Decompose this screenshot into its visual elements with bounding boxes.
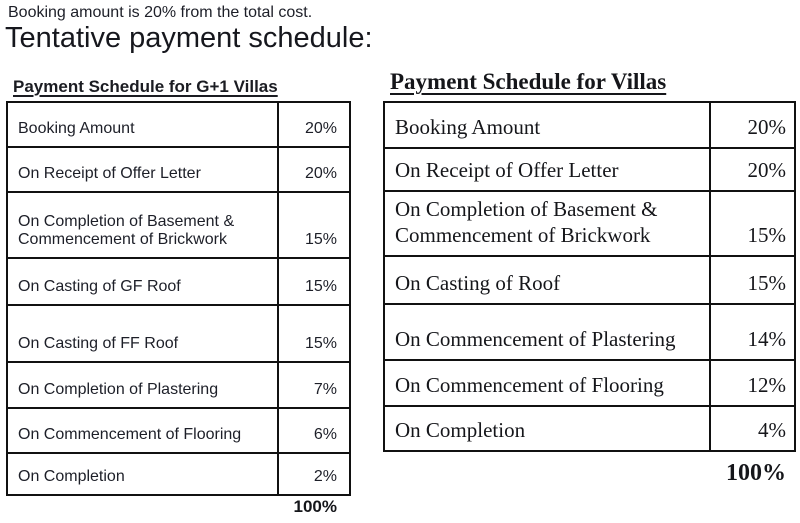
milestone-label: On Receipt of Offer Letter: [384, 148, 710, 191]
page-title: Tentative payment schedule:: [5, 22, 373, 54]
percent-value: 15%: [278, 258, 350, 305]
milestone-label: On Completion: [7, 453, 278, 495]
milestone-label: On Casting of GF Roof: [7, 258, 278, 305]
percent-value: 20%: [710, 102, 795, 148]
milestone-label: On Casting of FF Roof: [7, 305, 278, 362]
left-table-title: Payment Schedule for G+1 Villas: [13, 77, 278, 96]
table-row: [7, 102, 350, 147]
milestone-label: On Completion of Basement & Commencement of Brickwork: [7, 192, 278, 258]
milestone-label: Booking Amount: [384, 102, 710, 148]
table-row: [384, 304, 795, 360]
percent-value: 20%: [710, 148, 795, 191]
percent-value: 2%: [278, 453, 350, 495]
left-table-total: 100%: [293, 497, 337, 516]
percent-value: 4%: [710, 406, 795, 451]
percent-value: 12%: [710, 360, 795, 406]
percent-value: 7%: [278, 362, 350, 408]
table-row: [7, 305, 350, 362]
table-row: [7, 453, 350, 495]
percent-value: 20%: [278, 102, 350, 147]
percent-value: 20%: [278, 147, 350, 192]
payment-table-g1-villas: [6, 101, 351, 496]
right-table-title: Payment Schedule for Villas: [390, 69, 667, 94]
table-row: [7, 408, 350, 453]
table-row: [7, 258, 350, 305]
table-row: [384, 406, 795, 451]
percent-value: 15%: [278, 305, 350, 362]
percent-value: 15%: [710, 256, 795, 304]
percent-value: 6%: [278, 408, 350, 453]
percent-value: 15%: [710, 191, 795, 256]
milestone-label: On Commencement of Flooring: [7, 408, 278, 453]
table-row: [384, 102, 795, 148]
percent-value: 14%: [710, 304, 795, 360]
table-row: [7, 147, 350, 192]
milestone-label: On Casting of Roof: [384, 256, 710, 304]
table-row: [384, 256, 795, 304]
percent-value: 15%: [278, 192, 350, 258]
table-row: [7, 362, 350, 408]
table-row: [384, 360, 795, 406]
payment-table-villas: [383, 101, 796, 452]
table-row: [384, 148, 795, 191]
milestone-label: On Receipt of Offer Letter: [7, 147, 278, 192]
table-row: [384, 191, 795, 256]
milestone-label: On Completion of Plastering: [7, 362, 278, 408]
booking-note: Booking amount is 20% from the total cost.: [8, 4, 313, 21]
milestone-label: On Completion of Basement & Commencement of Brickwork: [384, 191, 710, 256]
right-table-total: 100%: [726, 460, 786, 486]
table-row: [7, 192, 350, 258]
milestone-label: On Completion: [384, 406, 710, 451]
milestone-label: Booking Amount: [7, 102, 278, 147]
milestone-label: On Commencement of Plastering: [384, 304, 710, 360]
milestone-label: On Commencement of Flooring: [384, 360, 710, 406]
